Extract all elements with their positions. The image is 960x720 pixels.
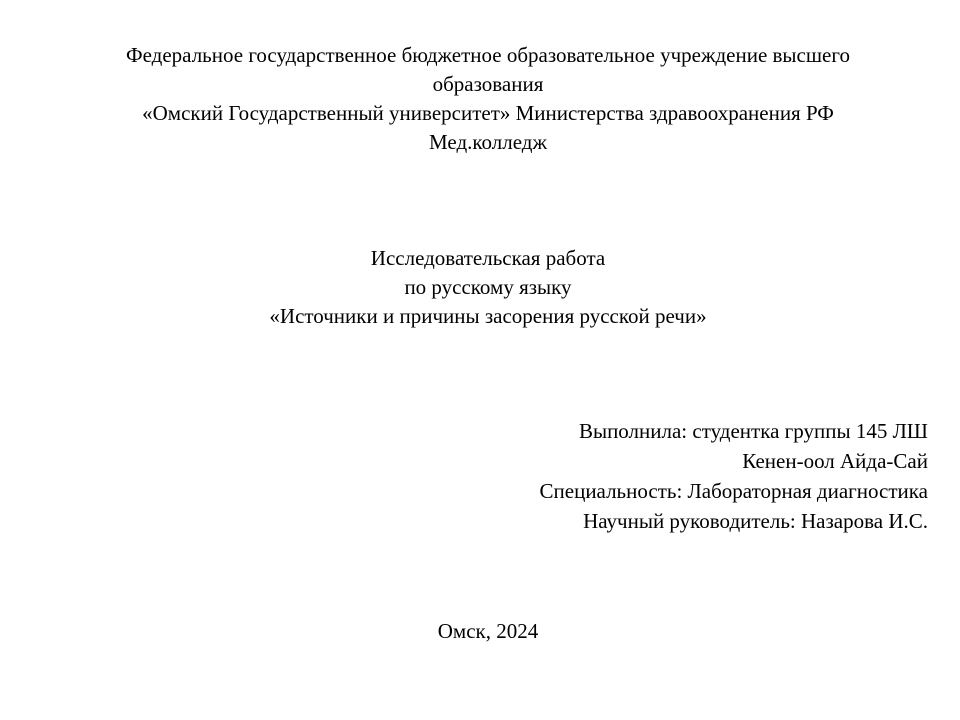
- supervisor: Научный руководитель: Назарова И.С.: [583, 509, 928, 533]
- city-year-text: Омск, 2024: [437, 619, 539, 643]
- work-subject: по русскому языку: [404, 275, 572, 299]
- author-group: Выполнила: студентка группы 145 ЛШ: [578, 419, 928, 443]
- institution-line-2: образования: [432, 72, 544, 96]
- work-title: [8, 244, 960, 331]
- work-type: Исследовательская работа: [370, 246, 606, 270]
- author-name: Кенен-оол Айда-Сай: [742, 449, 928, 473]
- work-topic: «Источники и причины засорения русской речи»: [269, 304, 707, 328]
- author-specialty: Специальность: Лабораторная диагностика: [539, 479, 928, 503]
- author-info: [0, 417, 928, 537]
- institution-line-4: Мед.колледж: [429, 130, 547, 154]
- city-year: [8, 617, 960, 646]
- institution-line-3: «Омский Государственный университет» Министерства здравоохранения РФ: [142, 101, 834, 125]
- institution-line-1: Федеральное государственное бюджетное образовательное учреждение высшего: [126, 43, 850, 67]
- institution-header: [8, 41, 960, 157]
